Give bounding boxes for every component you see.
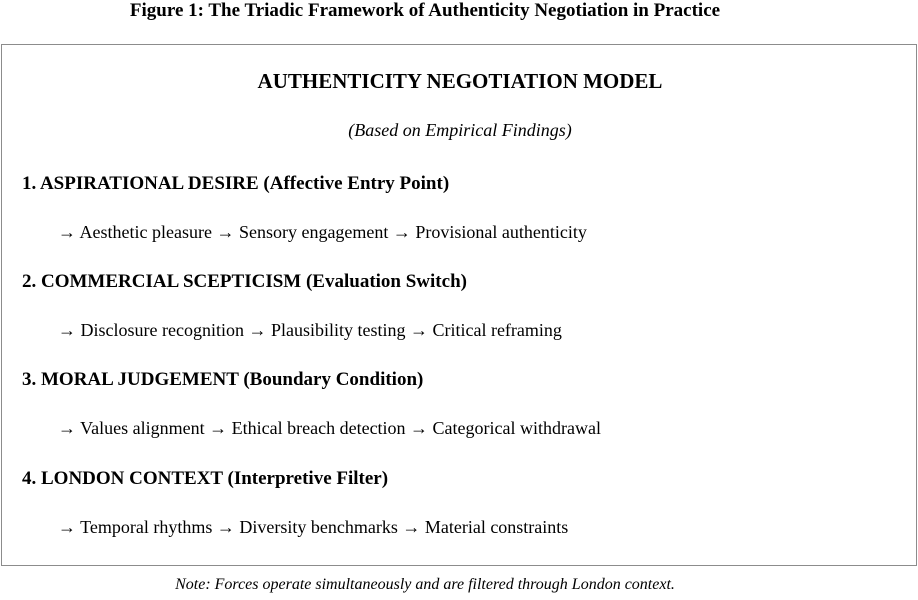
- stage-heading-commercial-scepticism: 2. COMMERCIAL SCEPTICISM (Evaluation Switch): [22, 271, 467, 292]
- stage-flow-london-context: → Temporal rhythms → Diversity benchmarks → Material constraints: [58, 517, 569, 537]
- stage-flow-moral-judgement: → Values alignment → Ethical breach detection → Categorical withdrawal: [58, 418, 601, 438]
- figure-caption: Figure 1: The Triadic Framework of Authenticity Negotiation in Practice: [129, 0, 721, 21]
- model-box: [1, 44, 917, 566]
- stage-heading-moral-judgement: 3. MORAL JUDGEMENT (Boundary Condition): [22, 369, 424, 390]
- stage-heading-london-context: 4. LONDON CONTEXT (Interpretive Filter): [22, 468, 389, 489]
- model-subtitle: (Based on Empirical Findings): [348, 120, 572, 140]
- stage-flow-aspirational-desire: → Aesthetic pleasure → Sensory engagement → Provisional authenticity: [58, 222, 587, 242]
- model-title: AUTHENTICITY NEGOTIATION MODEL: [257, 69, 663, 93]
- stage-heading-aspirational-desire: 1. ASPIRATIONAL DESIRE (Affective Entry Point): [22, 173, 450, 194]
- stage-flow-commercial-scepticism: → Disclosure recognition → Plausibility testing → Critical reframing: [58, 320, 562, 340]
- figure-note: Note: Forces operate simultaneously and are filtered through London context.: [175, 576, 675, 593]
